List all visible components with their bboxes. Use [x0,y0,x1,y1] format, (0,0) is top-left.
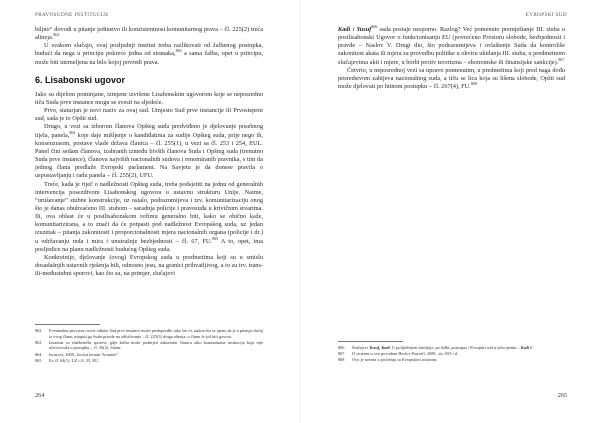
left-footnotes [35,328,263,364]
left-paragraph-3: Jako su dijelom pominjane, izmjene izvršene Lisabonskim ugovorom koje se neposredno tiču Suda prve instance mogu se svesti na sljedeće. [35,90,263,106]
left-paragraph-4: Prvo, staturjan je novi naziv za ovaj sud. Umjesto Sud prve instancije ili Prvostepeni sud, sada je to Opšti sud. [35,107,263,123]
footnote-text: Ovo je novina u pisičenju sa Evropskim ustavom. [352,357,438,363]
footnote-ref-863[interactable]: 863 [175,48,182,54]
right-paragraph-1: Kadi i Yusuf$^{866}$ sada postaje nesporno. Razlog? Već pomenuto premještanje III. stuba u postlisabonski Ugovor o funkcionisanju EU (povrećeno Prostoru slobode, bezbjednosti i pravde – Naslov V. Drugi dio, što podrazumijeva i ovlaštenje Suda da kontroliše zakonitost akata ili mjera za provedbu politike u okviru ukidanja III. stuba, u predmetnom slučajevima akti i mjere, u borbi protiv terorizma – ekonomske ili finansijske sankcije).$^{867}$ [338,23,565,66]
right-page [300,0,600,423]
left-page-number: 264 [35,392,45,399]
footnote-ref-866[interactable]: 866 [371,23,378,29]
footnote-number: 863 [35,339,42,345]
left-running-head: PRAVOSUDNE INSTITUCIJE [35,12,109,18]
footnote-number: 866 [338,345,345,350]
left-paragraph-1: biljno“ dovodi u pitanje jedinstvo ili konzistentnost komunitarnog prava – čl. 225(2) treća alineja.$^{862}$ [35,26,263,42]
right-body-text [338,23,565,91]
left-paragraph-2: U svakom slučaju, ovaj posljednji institut treba razlikovati od žalbenog postupka, budući da nega u principu pokreće jedna od stranaka,$^{863}$ a sama žalba, opet u principu, može biti utemeljena na bilo kojoj povredi prava. [35,42,263,66]
right-page-number: 265 [557,392,567,399]
footnote-ref-867[interactable]: 867 [558,56,565,62]
footnote [35,358,263,364]
footnote [35,328,263,339]
footnote-number: 862 [35,328,42,333]
footnote [35,340,263,351]
footnote [338,345,565,351]
footnote-divider [35,324,100,325]
footnote-number: 865 [35,357,42,363]
footnote-text: Ex čl. 64(1), UZ i čl. 35, EU. [49,357,100,363]
footnote-number: 867 [338,351,345,357]
footnote-ref-862[interactable]: 862 [53,32,60,38]
footnote [35,352,263,358]
footnote-text: Eventualnu provjeru ovoće odluke Sud prve instance može predupređiti tako što će, nakon što se ujeno da je u pitanju slučaj iz ovog člana, ustupiti ga Sudu pravde na odlučivanje – čl. 225(3) druga alineja, u članu će još biti govora. [49,328,263,339]
footnote-number: 864 [35,351,42,357]
left-body-text [35,26,263,278]
right-paragraph-2: Četvrto, u neposrednoj vezi sa upravo pomenutim, u predmetima koji pred naga dođu posredstvom zahtjeva nacionalnog suda, a tiču se lica koja su lišena slobode, Opšti sud može djelovati po hitnom postupku – čl. 267(4), FU.$^{868}$ [338,66,565,91]
left-paragraph-6: Treće, kada je riječ o nadležnosti Opšteg suda, treba podsjetiti na jednu od generalnih intervencija posezdtvom Lisabonskog ugovora u ustavnu strukturu Unije. Naime, “urušavanje” stubne konstrukcije, uz ostalo, podrazumijeva i tzv. komunitarizaciju onog što je danas obuhvaćeno III. stubom – saradnja policije i pravosuđa u krivičnim stvarima. Ili, ova oblast će u postlisabonskom režimu generalno biti, kako se obično kaže, komunitarizirana, a to znači da će potpasti pod nadležnost Evropskog suda, uz jedan izuzetak – pitanja zakonitosti i proporcionalnosti mjera nacionalnih organa (policije i dr.) u održavanju reda i mira i unutrašnje bezbjednosti – čl. 67, FU.$^{865}$ A to, opet, ima posljedice na planu nadležnosti budućeg Opšteg suda. [35,180,263,253]
right-running-head: EVROPSKI SUD [525,12,567,18]
left-paragraph-5: Drugo, u vezi sa izborom članova Opšteg suda predviđeno je djelovanje posebnog tijela, panela,$^{864}$ koje daje mišljenje o kandidatima za sudije Opšteg suda, prije nego ih, konsenzusom, postave vlade država članica – čl. 255(1), u vezi sa čl. 253 i 254, EUL. Panel čini sedam članova, izabranih između bivših članova Suda i Opšteg suda (trenutno Suda prve instance), članova najviših nacionalnih sudova i renomiranih pravnika, s tim da jednog člana predlaže Evropski parlament. Na Savjetu je da donese pravila o uspostavljanju i radu panela – čl. 255(2), UFU. [35,123,263,180]
section-heading: 6. Lisabonski ugovor [35,74,126,85]
footnote-text: Izuzetak su službenički sporovi, gdje žalbu može podnijeti zakonitim članica tako komunitarna institucija koja nije učestvovala u postupku – čl. 56(2), Statut. [49,339,263,351]
footnote-number: 868 [338,357,345,363]
left-paragraph-7: Konkretnije, djelovanje (ovog) Evropskog suda u predmetima koji su u smislu dosadašnjih ustavnih rješenja bili, odnosno jesu, na granici prihvatljivog, a to su trv. trans-ili-međustubni sporovi, kao što su, na primjer, slučajevi [35,253,263,278]
footnote-ref-865[interactable]: 865 [212,235,219,241]
footnote-ref-868[interactable]: 868 [470,81,477,86]
footnote [338,351,565,357]
footnote-text: Izrazovi, 2008., koristi termin “komitet”. [49,351,120,357]
footnote-text: O sistemu u ovo povodom Herfov-Kursell, 2008., str. 655 i sl. [352,351,459,357]
footnote-ref-864[interactable]: 864 [69,129,76,135]
footnote [338,357,565,363]
right-footnotes [338,345,565,364]
footnote-text: Slučajevi Yusuf, Kadi. U posljednjem slučajuje, po žalbi, postupao i Evropski sud u izdvojenim – Kadi I. [352,345,533,350]
footnote-divider [338,341,403,342]
